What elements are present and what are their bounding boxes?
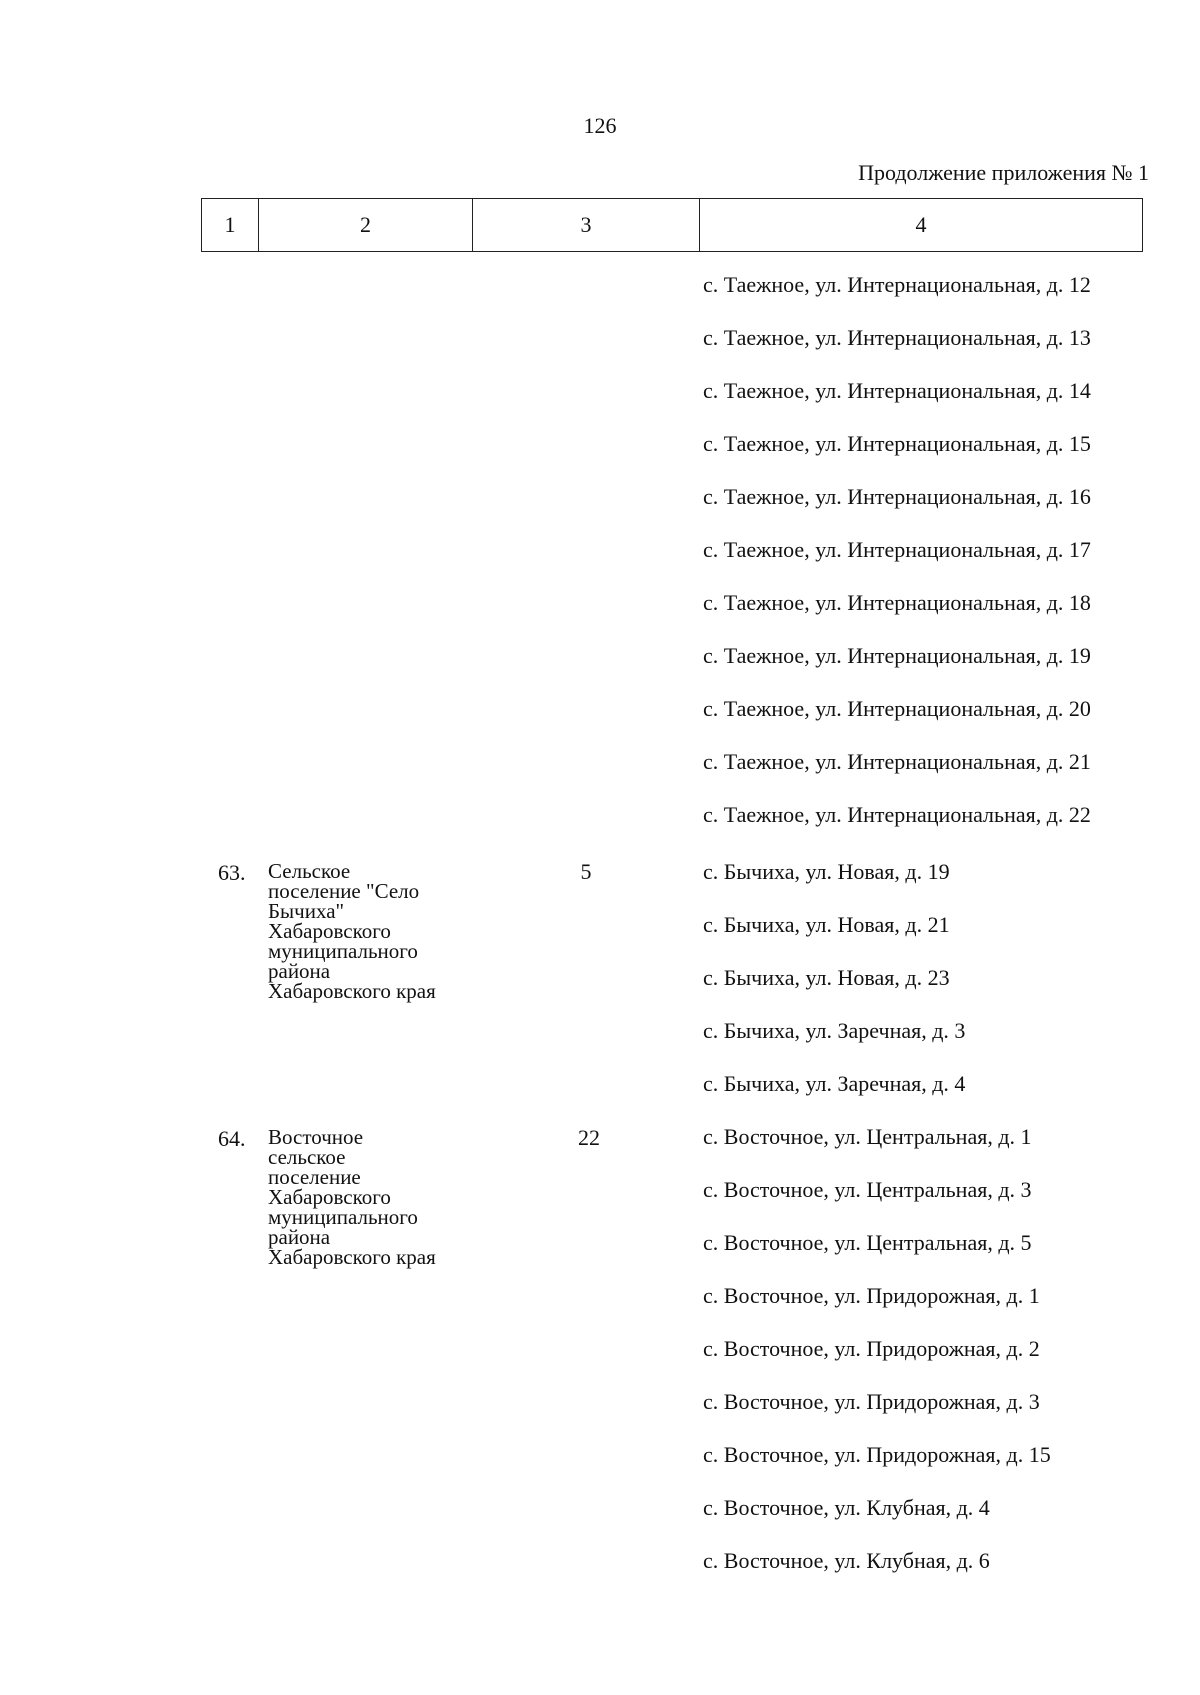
address-line: с. Бычиха, ул. Новая, д. 21: [703, 912, 950, 937]
header-col-1: 1: [202, 199, 259, 251]
address-line: с. Бычиха, ул. Заречная, д. 4: [703, 1071, 966, 1096]
header-col-3: 3: [473, 199, 700, 251]
address-line: с. Восточное, ул. Центральная, д. 3: [703, 1177, 1032, 1202]
address-line: с. Бычиха, ул. Заречная, д. 3: [703, 1018, 966, 1043]
entry-count: 22: [578, 1125, 600, 1150]
page-number: 126: [583, 113, 617, 138]
entry-count: 5: [580, 859, 592, 884]
address-line: с. Таежное, ул. Интернациональная, д. 12: [703, 272, 1091, 297]
address-line: с. Восточное, ул. Придорожная, д. 1: [703, 1283, 1040, 1308]
address-line: с. Бычиха, ул. Новая, д. 23: [703, 965, 950, 990]
address-line: с. Таежное, ул. Интернациональная, д. 21: [703, 749, 1091, 774]
address-line: с. Таежное, ул. Интернациональная, д. 16: [703, 484, 1091, 509]
entry-name: Восточное сельское поселение Хабаровского муниципального района Хабаровского края: [268, 1125, 436, 1269]
address-line: с. Восточное, ул. Клубная, д. 6: [703, 1548, 990, 1573]
header-col-4: 4: [915, 212, 927, 237]
continuation-label: Продолжение приложения № 1: [858, 160, 1149, 185]
address-line: с. Таежное, ул. Интернациональная, д. 17: [703, 537, 1091, 562]
address-line: с. Бычиха, ул. Новая, д. 19: [703, 859, 950, 884]
address-line: с. Таежное, ул. Интернациональная, д. 19: [703, 643, 1091, 668]
table-header: [201, 198, 1143, 252]
address-line: с. Таежное, ул. Интернациональная, д. 14: [703, 378, 1091, 403]
address-line: с. Таежное, ул. Интернациональная, д. 20: [703, 696, 1091, 721]
address-line: с. Таежное, ул. Интернациональная, д. 15: [703, 431, 1091, 456]
address-line: с. Таежное, ул. Интернациональная, д. 18: [703, 590, 1091, 615]
entry-number: 63.: [218, 860, 246, 885]
address-line: с. Восточное, ул. Центральная, д. 5: [703, 1230, 1032, 1255]
entry-number: 64.: [218, 1126, 246, 1151]
entry-name: Сельское поселение "Село Бычиха" Хабаровского муниципального района Хабаровского края: [268, 859, 436, 1003]
address-line: с. Восточное, ул. Придорожная, д. 15: [703, 1442, 1051, 1467]
address-line: с. Восточное, ул. Клубная, д. 4: [703, 1495, 990, 1520]
address-line: с. Восточное, ул. Придорожная, д. 3: [703, 1389, 1040, 1414]
address-line: с. Восточное, ул. Центральная, д. 1: [703, 1124, 1032, 1149]
address-line: с. Таежное, ул. Интернациональная, д. 13: [703, 325, 1091, 350]
address-line: с. Таежное, ул. Интернациональная, д. 22: [703, 802, 1091, 827]
header-col-2: 2: [259, 199, 473, 251]
address-line: с. Восточное, ул. Придорожная, д. 2: [703, 1336, 1040, 1361]
